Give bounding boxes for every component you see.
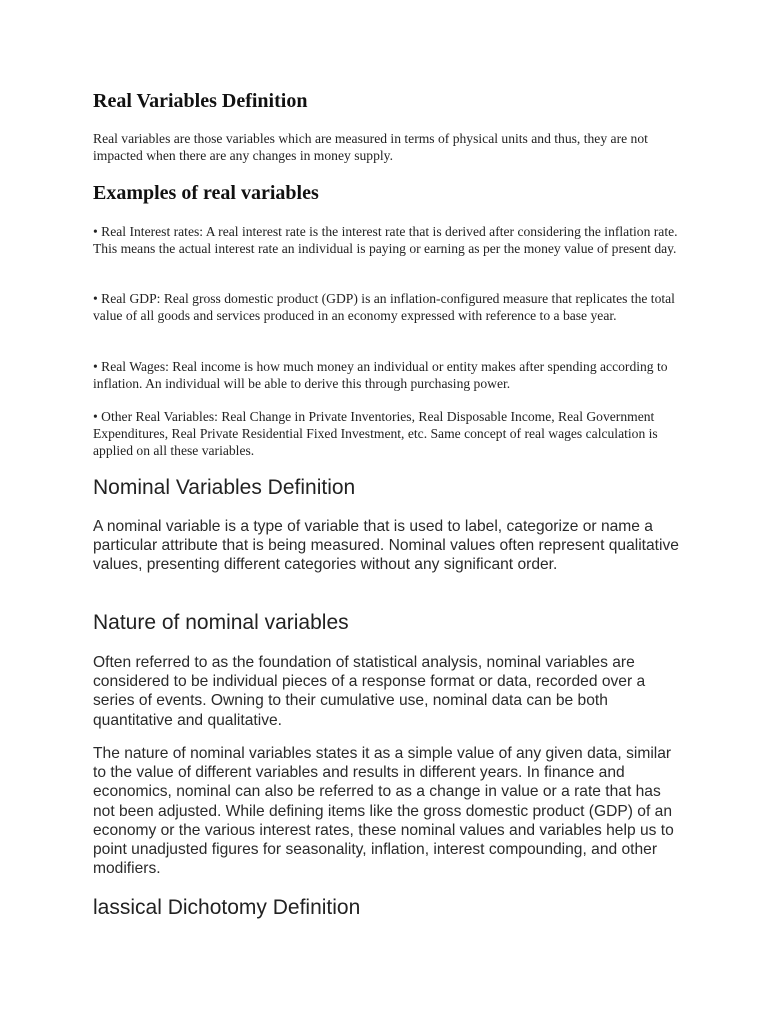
list-item-other-real-variables: • Other Real Variables: Real Change in Private Inventories, Real Disposable Income, Real Government Expenditures, Real Private Residential Fixed Investment, etc. Same concept of real wages calculation is applied on all these variables. xyxy=(93,409,658,458)
heading-nature-nominal-variables: Nature of nominal variables xyxy=(93,611,349,634)
paragraph-real-variables: Real variables are those variables which are measured in terms of physical units and thus, they are not impacted when there are any changes in money supply. xyxy=(93,131,648,163)
paragraph-nominal-nature-2: The nature of nominal variables states it as a simple value of any given data, similar to the value of different variables and results in different years. In finance and economics, nominal can also be referred to as a change in value or a rate that has not been adjusted. While defining items like the gross domestic product (GDP) of an economy or the various interest rates, these nominal values and variables help us to point unadjusted figures for seasonality, inflation, interest compounding, and other modifiers. xyxy=(93,745,674,878)
heading-examples-real-variables: Examples of real variables xyxy=(93,182,319,204)
list-item-real-interest-rates: • Real Interest rates: A real interest rate is the interest rate that is derived after considering the inflation rate. This means the actual interest rate an individual is paying or earning as per the money value of present day. xyxy=(93,224,678,256)
heading-nominal-variables-definition: Nominal Variables Definition xyxy=(93,476,356,499)
list-item-real-gdp: • Real GDP: Real gross domestic product (GDP) is an inflation-configured measure that replicates the total value of all goods and services produced in an economy expressed with reference to a base year. xyxy=(93,291,675,323)
paragraph-nominal-nature-1: Often referred to as the foundation of statistical analysis, nominal variables are considered to be individual pieces of a response format or data, recorded over a series of events. Owning to their cumulative use, nominal data can be both quantitative and qualitative. xyxy=(93,654,646,729)
heading-real-variables-definition: Real Variables Definition xyxy=(93,90,308,112)
heading-classical-dichotomy-definition: lassical Dichotomy Definition xyxy=(93,896,361,919)
paragraph-nominal-definition: A nominal variable is a type of variable that is used to label, categorize or name a particular attribute that is being measured. Nominal values often represent qualitative values, presenting different categories without any significant order. xyxy=(93,518,679,574)
list-item-real-wages: • Real Wages: Real income is how much money an individual or entity makes after spending according to inflation. An individual will be able to derive this through purchasing power. xyxy=(93,359,668,391)
